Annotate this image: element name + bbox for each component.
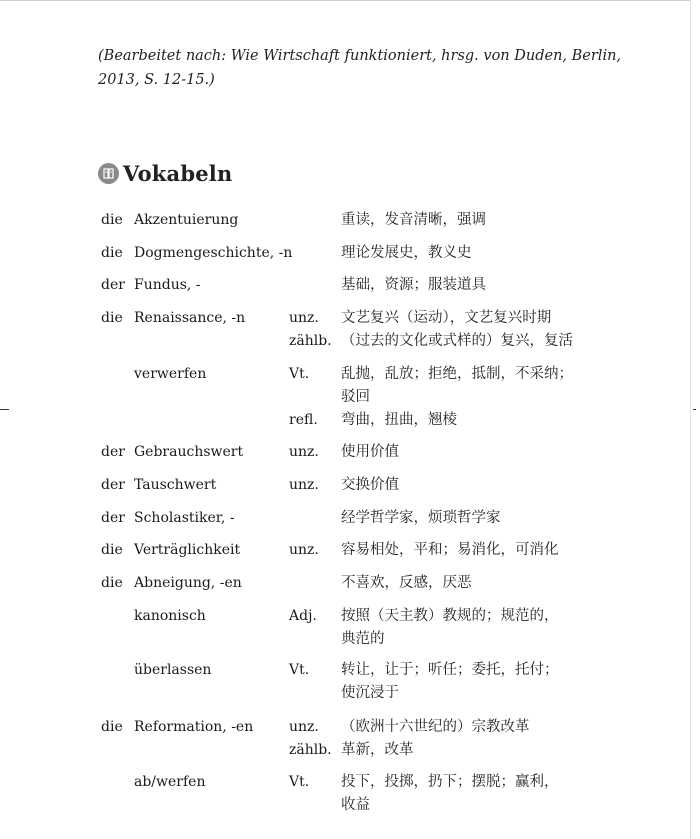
entry-grammar: Vt. xyxy=(289,366,310,382)
entry-article: der xyxy=(101,277,125,293)
margin-tick-left xyxy=(0,409,9,410)
entry-grammar: Vt. xyxy=(289,662,310,678)
entry-translation: 基础，资源；服装道具 xyxy=(341,277,486,293)
entry-grammar: unz. xyxy=(289,542,319,558)
entry-translation: 使沉浸于 xyxy=(341,685,399,701)
entry-article: die xyxy=(101,575,123,591)
entry-word: überlassen xyxy=(134,662,212,678)
entry-grammar: refl. xyxy=(289,412,318,428)
entry-word: Gebrauchswert xyxy=(134,444,244,460)
entry-translation: 经学哲学家，烦琐哲学家 xyxy=(341,510,501,526)
entry-word: ab/werfen xyxy=(134,774,206,790)
entry-article: der xyxy=(101,477,125,493)
book-icon xyxy=(98,163,119,184)
entry-translation: 收益 xyxy=(341,797,370,813)
entry-translation: 乱抛，乱放；拒绝，抵制，不采纳； xyxy=(341,366,573,382)
entry-grammar: Adj. xyxy=(289,608,317,624)
entry-word: Scholastiker, - xyxy=(134,510,235,526)
entry-word: Verträglichkeit xyxy=(134,542,241,558)
entry-translation: 投下，投掷，扔下；摆脱；赢利， xyxy=(341,774,559,790)
entry-translation: 理论发展史，教义史 xyxy=(341,245,472,261)
entry-article: die xyxy=(101,245,123,261)
entry-grammar: unz. xyxy=(289,719,319,735)
entry-article: der xyxy=(101,510,125,526)
entry-word: Akzentuierung xyxy=(134,212,239,228)
entry-translation: 转让，让于；听任；委托，托付； xyxy=(341,662,559,678)
margin-tick-right xyxy=(693,409,696,410)
entry-translation: （过去的文化或式样的）复兴，复活 xyxy=(341,333,573,349)
entry-article: der xyxy=(101,444,125,460)
section-heading xyxy=(98,158,232,188)
entry-translation: 使用价值 xyxy=(341,444,399,460)
entry-translation: 典范的 xyxy=(341,631,385,647)
entry-word: kanonisch xyxy=(134,608,206,624)
entry-article: die xyxy=(101,542,123,558)
entry-translation: 弯曲，扭曲，翘棱 xyxy=(341,412,457,428)
entry-grammar: unz. xyxy=(289,477,319,493)
entry-article: die xyxy=(101,212,123,228)
page-right-edge xyxy=(690,0,691,839)
entry-word: Reformation, -en xyxy=(134,719,254,735)
entry-word: Dogmengeschichte, -n xyxy=(134,245,293,261)
entry-grammar: Vt. xyxy=(289,774,310,790)
entry-grammar: unz. xyxy=(289,310,319,326)
entry-translation: （欧洲十六世纪的）宗教改革 xyxy=(341,719,530,735)
entry-word: Fundus, - xyxy=(134,277,201,293)
section-title: Vokabeln xyxy=(123,160,233,186)
source-citation: (Bearbeitet nach: Wie Wirtschaft funktioniert, hrsg. von Duden, Berlin, 2013, S. 12-15.) xyxy=(98,48,622,88)
page-top-rule xyxy=(0,0,690,1)
entry-word: Tauschwert xyxy=(134,477,217,493)
entry-grammar: zählb. xyxy=(289,333,332,349)
entry-translation: 不喜欢，反感，厌恶 xyxy=(341,575,472,591)
entry-translation: 容易相处，平和；易消化，可消化 xyxy=(341,542,559,558)
entry-translation: 交换价值 xyxy=(341,477,399,493)
entry-translation: 按照（天主教）教规的；规范的， xyxy=(341,608,559,624)
entry-word: Renaissance, -n xyxy=(134,310,246,326)
entry-word: Abneigung, -en xyxy=(134,575,242,591)
entry-translation: 重读，发音清晰，强调 xyxy=(341,212,486,228)
entry-grammar: zählb. xyxy=(289,742,332,758)
entry-article: die xyxy=(101,310,123,326)
entry-word: verwerfen xyxy=(134,366,207,382)
entry-translation: 驳回 xyxy=(341,389,370,405)
entry-article: die xyxy=(101,719,123,735)
entry-grammar: unz. xyxy=(289,444,319,460)
entry-translation: 革新，改革 xyxy=(341,742,414,758)
entry-translation: 文艺复兴（运动），文艺复兴时期 xyxy=(341,310,552,326)
